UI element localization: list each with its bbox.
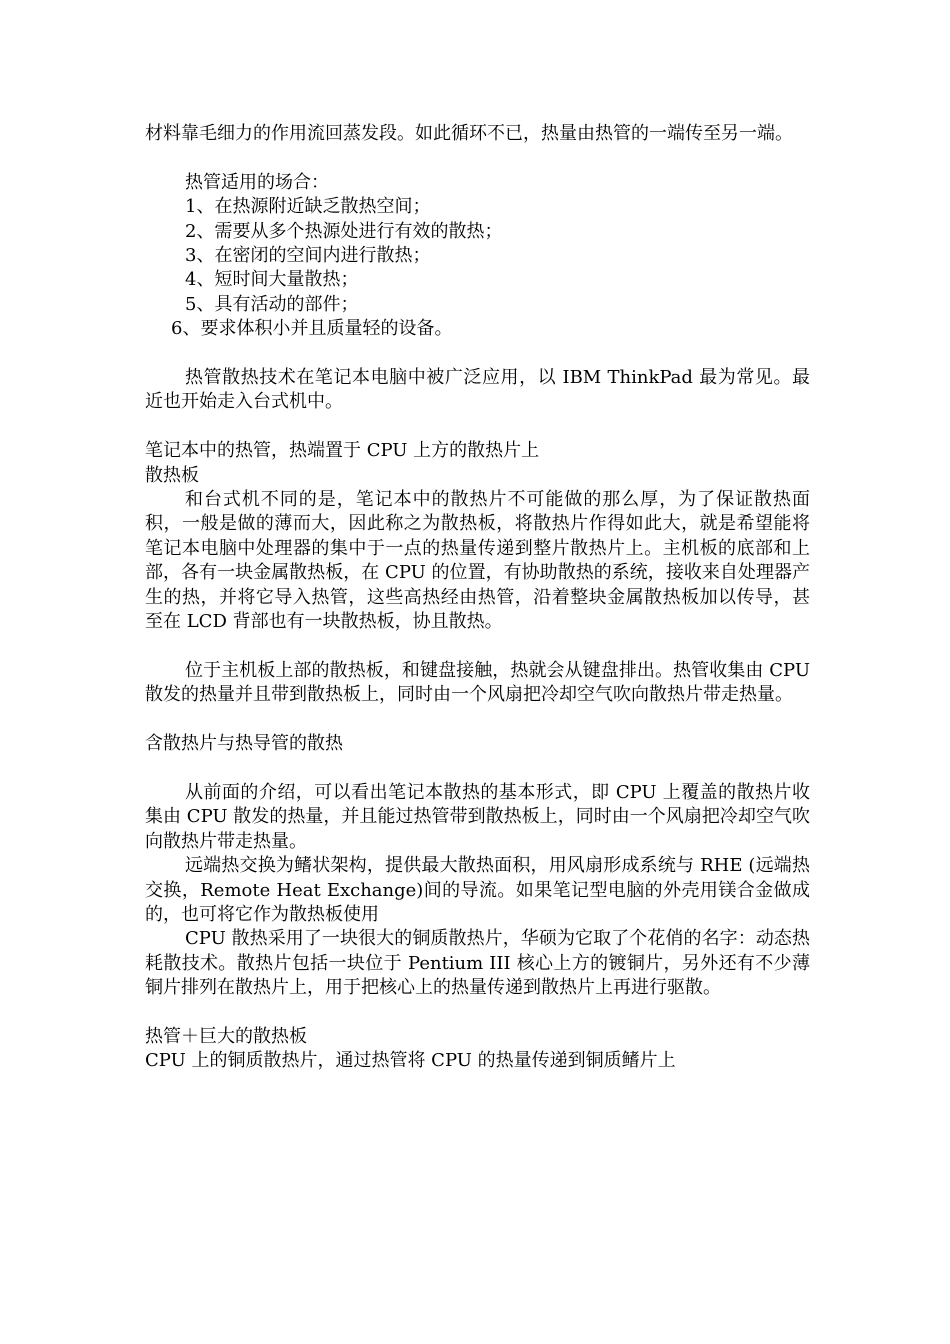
paragraph-heat-pipe-cycle: 材料靠毛细力的作用流回蒸发段。如此循环不已，热量由热管的一端传至另一端。	[145, 123, 793, 144]
spacer	[145, 708, 810, 732]
spacer	[145, 342, 810, 366]
paragraph-notebook-usage: 热管散热技术在笔记本电脑中被广泛应用，以 IBM ThinkPad 最为常见。最近也开始走入台式机中。	[145, 367, 810, 413]
spacer	[145, 415, 810, 439]
usage-item-3: 3、在密闭的空间内进行散热；	[185, 245, 431, 267]
document-body	[145, 122, 810, 1074]
paragraph-rhe: 远端热交换为鳍状架构，提供最大散热面积，用风扇形成系统与 RHE (远端热交换，Remote Heat Exchange)间的导流。如果笔记型电脑的外壳用镁合金做成的，也可将它作为散热板使用	[145, 855, 810, 925]
spacer	[145, 756, 810, 780]
usage-item-6: 6、要求体积小并且质量轻的设备。	[171, 318, 453, 340]
paragraph-copper-heatsink: CPU 散热采用了一块很大的铜质散热片，华硕为它取了个花俏的名字：动态热耗散技术。散热片包括一块位于 Pentium III 核心上方的镀铜片，另外还有不少薄铜片排列在散热片上，用于把核心上的热量传递到散热片上再进行驱散。	[145, 928, 810, 999]
spacer	[145, 1001, 810, 1025]
heading-heat-plate: 散热板	[145, 464, 199, 486]
caption-large-plate: 热管＋巨大的散热板	[145, 1025, 307, 1047]
caption-heatsink-heatpipe: 含散热片与热导管的散热	[145, 733, 343, 755]
spacer	[145, 146, 810, 170]
paragraph-keyboard-heat: 位于主机板上部的散热板，和键盘接触，热就会从键盘排出。热管收集由 CPU 散发的热量并且带到散热板上，同时由一个风扇把冷却空气吹向散热片带走热量。	[145, 659, 810, 706]
paragraph-heat-plate: 和台式机不同的是，笔记本中的散热片不可能做的那么厚，为了保证散热面积，一般是做的薄而大，因此称之为散热板，将散热片作得如此大，就是希望能将笔记本电脑中处理器的集中于一点的热量传递到整片散热片上。主机板的底部和上部，各有一块金属散热板，在 CPU 的位置，有协助散热的系统，接收来自处理器产生的热，并将它导入热管，这些高热经由热管，沿着整块金属散热板加以传导，甚至在 LCD 背部也有一块散热板，协且散热。	[145, 489, 810, 633]
usage-item-2: 2、需要从多个热源处进行有效的散热；	[185, 220, 503, 242]
caption-notebook-heat-pipe: 笔记本中的热管，热端置于 CPU 上方的散热片上	[145, 440, 540, 462]
usage-item-5: 5、具有活动的部件；	[185, 293, 359, 315]
usage-item-4: 4、短时间大量散热；	[185, 269, 359, 291]
caption-copper-fins: CPU 上的铜质散热片，通过热管将 CPU 的热量传递到铜质鳍片上	[145, 1050, 676, 1072]
usage-title: 热管适用的场合：	[185, 171, 329, 193]
paragraph-basic-form: 从前面的介绍，可以看出笔记本散热的基本形式，即 CPU 上覆盖的散热片收集由 CPU 散发的热量，并且能过热管带到散热板上，同时由一个风扇把冷却空气吹向散热片带走热量。	[145, 781, 810, 852]
spacer	[145, 634, 810, 658]
usage-item-1: 1、在热源附近缺乏散热空间；	[185, 196, 431, 218]
